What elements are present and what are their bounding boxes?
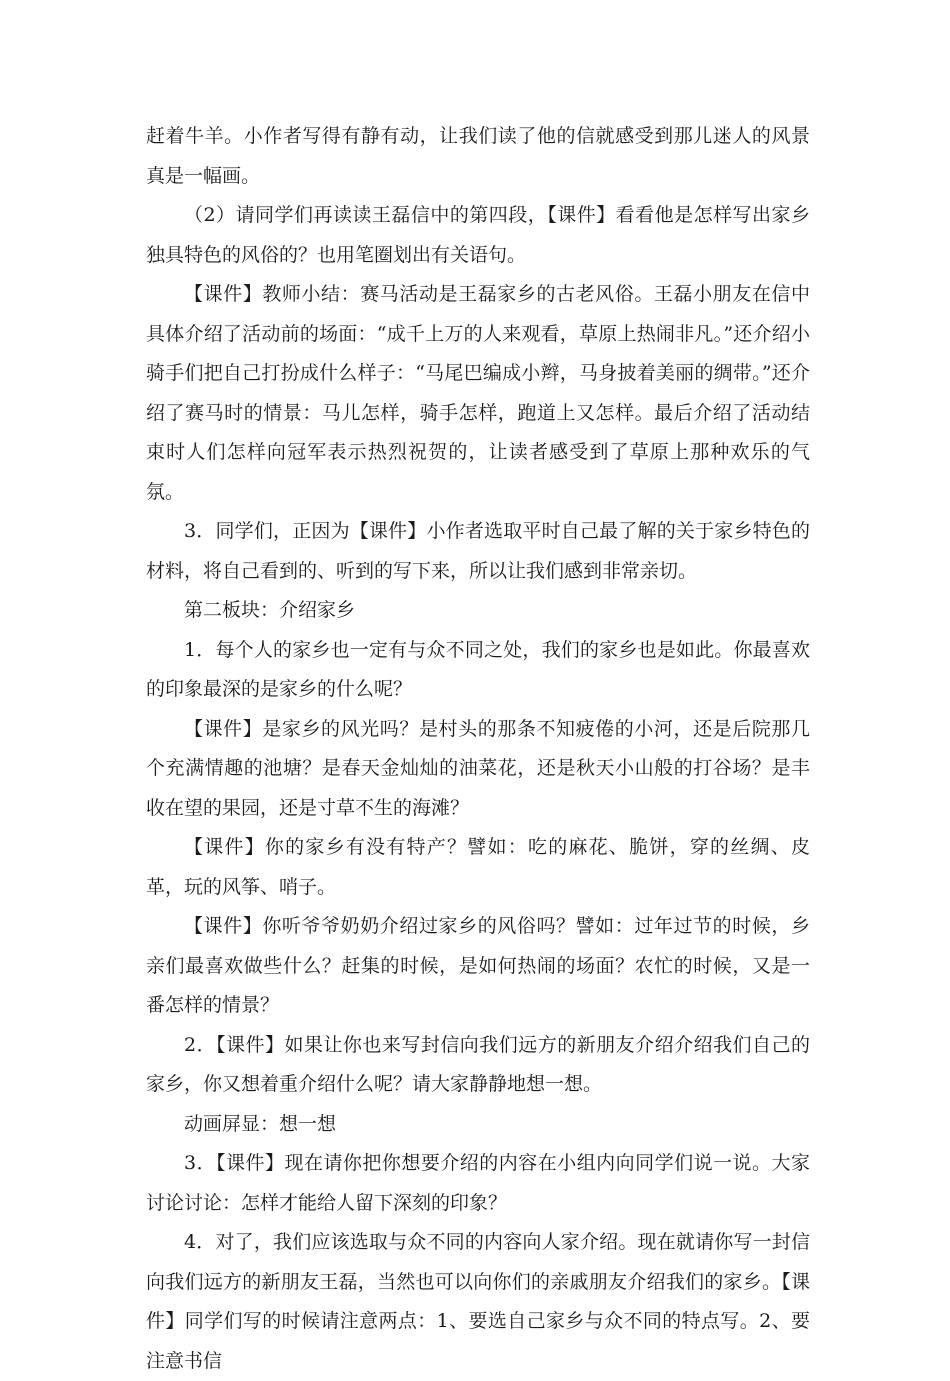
paragraph-4: 3．同学们，正因为【课件】小作者选取平时自己最了解的关于家乡特色的材料，将自己看到的、听到的写下来，所以让我们感到非常亲切。 bbox=[146, 520, 810, 582]
paragraph-8: 【课件】你的家乡有没有特产？譬如：吃的麻花、脆饼，穿的丝绸、皮革，玩的风筝、哨子。 bbox=[146, 836, 810, 898]
paragraph-7: 【课件】是家乡的风光吗？是村头的那条不知疲倦的小河，还是后院那几个充满情趣的池塘？是春天金灿灿的油菜花，还是秋天小山般的打谷场？是丰收在望的果园，还是寸草不生的海滩？ bbox=[146, 717, 810, 819]
paragraph-10: 2．【课件】如果让你也来写封信向我们远方的新朋友介绍介绍我们自己的家乡，你又想着重介绍什么呢？请大家静静地想一想。 bbox=[146, 1033, 810, 1095]
paragraph-13: 4．对了，我们应该选取与众不同的内容向人家介绍。现在就请你写一封信向我们远方的新朋友王磊，当然也可以向你们的亲戚朋友介绍我们的家乡。【课件】同学们写的时候请注意两点：1、要选自己家乡与众不同的特点写。2、要注意书信 bbox=[146, 1231, 810, 1372]
paragraph-6: 1．每个人的家乡也一定有与众不同之处，我们的家乡也是如此。你最喜欢的印象最深的是家乡的什么呢？ bbox=[146, 638, 810, 700]
document-body bbox=[146, 117, 810, 1381]
paragraph-9: 【课件】你听爷爷奶奶介绍过家乡的风俗吗？譬如：过年过节的时候，乡亲们最喜欢做些什么？赶集的时候，是如何热闹的场面？农忙的时候，又是一番怎样的情景？ bbox=[146, 915, 810, 1016]
section-heading: 第二板块：介绍家乡 bbox=[184, 599, 356, 621]
paragraph-2: （2）请同学们再读读王磊信中的第四段，【课件】看看他是怎样写出家乡独具特色的风俗的？也用笔圈划出有关语句。 bbox=[146, 204, 810, 266]
paragraph-3: 【课件】教师小结：赛马活动是王磊家乡的古老风俗。王磊小朋友在信中具体介绍了活动前的场面：“成千上万的人来观看，草原上热闹非凡。”还介绍小骑手们把自己打扮成什么样子：“马尾巴编成小辫，马身披着美丽的绸带。”还介绍了赛马时的情景：马儿怎样，骑手怎样，跑道上又怎样。最后介绍了活动结束时人们怎样向冠军表示热烈祝贺的，让读者感受到了草原上那种欢乐的气氛。 bbox=[146, 283, 810, 503]
paragraph-12: 3．【课件】现在请你把你想要介绍的内容在小组内向同学们说一说。大家讨论讨论：怎样才能给人留下深刻的印象？ bbox=[146, 1152, 810, 1214]
paragraph-11: 动画屏显：想一想 bbox=[184, 1112, 337, 1135]
paragraph-1: 赶着牛羊。小作者写得有静有动，让我们读了他的信就感受到那儿迷人的风景真是一幅画。 bbox=[146, 125, 810, 187]
